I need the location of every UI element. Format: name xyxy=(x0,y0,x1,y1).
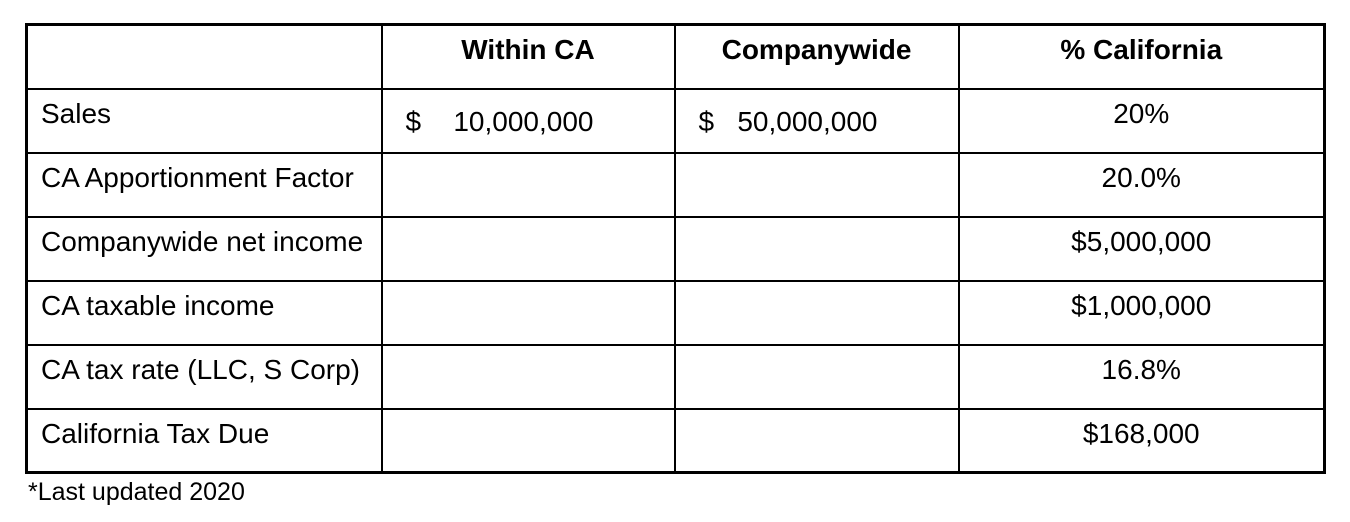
empty-cell xyxy=(382,345,675,409)
currency-symbol: $ xyxy=(405,105,422,137)
table-row-companywide-net-income xyxy=(27,217,1325,281)
empty-cell xyxy=(675,153,959,217)
cell-sales-within-ca xyxy=(382,89,675,153)
empty-cell xyxy=(382,281,675,345)
empty-cell xyxy=(675,217,959,281)
table-row-apportionment-factor xyxy=(27,153,1325,217)
row-label: Companywide net income xyxy=(27,217,382,281)
header-blank-cell xyxy=(27,25,382,89)
header-within-ca: Within CA xyxy=(382,25,675,89)
empty-cell xyxy=(382,153,675,217)
row-label: CA Apportionment Factor xyxy=(27,153,382,217)
amount-value: 10,000,000 xyxy=(453,105,594,137)
table-row-ca-tax-rate xyxy=(27,345,1325,409)
cell-pct-california: 20.0% xyxy=(959,153,1325,217)
row-label: CA taxable income xyxy=(27,281,382,345)
empty-cell xyxy=(675,345,959,409)
accounting-value xyxy=(383,98,674,138)
cell-pct-california: 16.8% xyxy=(959,345,1325,409)
row-label: California Tax Due xyxy=(27,409,382,473)
table-row-sales xyxy=(27,89,1325,153)
empty-cell xyxy=(675,409,959,473)
table-row-ca-taxable-income xyxy=(27,281,1325,345)
header-pct-california: % California xyxy=(959,25,1325,89)
row-label: CA tax rate (LLC, S Corp) xyxy=(27,345,382,409)
header-companywide: Companywide xyxy=(675,25,959,89)
cell-pct-california: $168,000 xyxy=(959,409,1325,473)
empty-cell xyxy=(382,409,675,473)
table-row-california-tax-due xyxy=(27,409,1325,473)
cell-sales-companywide xyxy=(675,89,959,153)
cell-pct-california: $5,000,000 xyxy=(959,217,1325,281)
row-label: Sales xyxy=(27,89,382,153)
header-row xyxy=(27,25,1325,89)
currency-symbol: $ xyxy=(698,105,715,137)
cell-sales-pct-california: 20% xyxy=(959,89,1325,153)
ca-apportionment-table xyxy=(25,23,1326,474)
amount-value: 50,000,000 xyxy=(737,105,878,137)
accounting-value xyxy=(676,98,958,138)
cell-pct-california: $1,000,000 xyxy=(959,281,1325,345)
empty-cell xyxy=(675,281,959,345)
empty-cell xyxy=(382,217,675,281)
document-canvas xyxy=(25,23,1326,474)
footnote: *Last updated 2020 xyxy=(28,478,245,506)
